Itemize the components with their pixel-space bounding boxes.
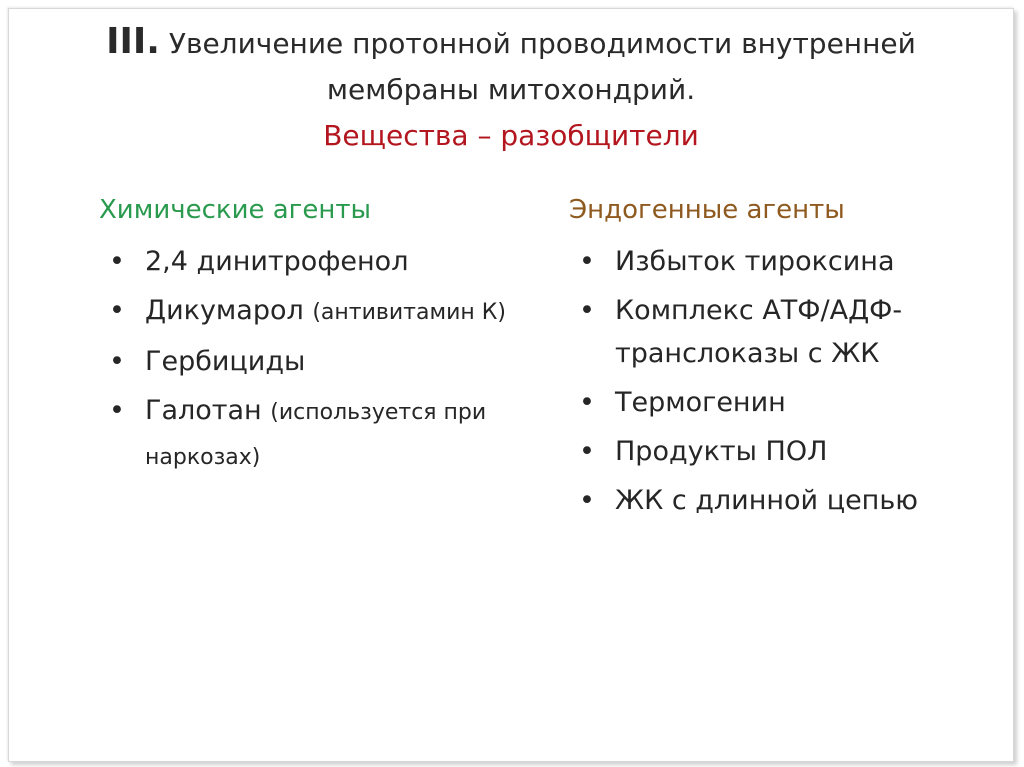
item-text: Галотан: [145, 395, 271, 426]
bullet-icon: •: [109, 295, 125, 326]
item-note: (используется при наркозах): [145, 400, 487, 470]
bullet-icon: •: [109, 246, 125, 277]
endogenous-agents-list: [569, 240, 969, 522]
chemical-agents-column: [99, 192, 519, 485]
bullet-icon: •: [579, 246, 595, 277]
item-text: Гербициды: [145, 346, 306, 377]
endogenous-agents-column: [569, 192, 969, 528]
bullet-icon: •: [579, 387, 595, 418]
slide-title: [9, 19, 1013, 159]
item-text: Комплекс АТФ/АДФ-транслоказы с ЖК: [615, 295, 903, 369]
bullet-icon: •: [579, 485, 595, 516]
title-line-2: мембраны митохондрий.: [326, 73, 696, 106]
bullet-icon: •: [579, 295, 595, 326]
bullet-icon: •: [109, 395, 125, 426]
title-numeral: III.: [106, 21, 160, 62]
list-item: [569, 240, 969, 283]
bullet-icon: •: [579, 436, 595, 467]
item-note: (антивитамин К): [312, 300, 506, 325]
item-text: Дикумарол: [145, 295, 313, 326]
list-item: [569, 479, 969, 522]
item-text: Термогенин: [615, 387, 786, 418]
chemical-agents-list: [99, 240, 519, 479]
list-item: [569, 289, 969, 375]
list-item: [569, 381, 969, 424]
item-text: 2,4 динитрофенол: [145, 246, 409, 277]
title-line-1-text: Увеличение протонной проводимости внутренней: [159, 27, 916, 60]
list-item: [99, 289, 519, 334]
title-line-1: [9, 19, 1013, 67]
title-subtitle: Вещества – разобщители: [323, 119, 699, 152]
endogenous-agents-heading: Эндогенные агенты: [569, 195, 845, 225]
list-item: [99, 389, 519, 479]
item-text: Продукты ПОЛ: [615, 436, 828, 467]
list-item: [99, 240, 519, 283]
list-item: [569, 430, 969, 473]
item-text: Избыток тироксина: [615, 246, 895, 277]
list-item: [99, 340, 519, 383]
item-text: ЖК с длинной цепью: [615, 485, 918, 516]
chemical-agents-heading: Химические агенты: [99, 195, 371, 225]
bullet-icon: •: [109, 346, 125, 377]
slide: [8, 8, 1014, 762]
